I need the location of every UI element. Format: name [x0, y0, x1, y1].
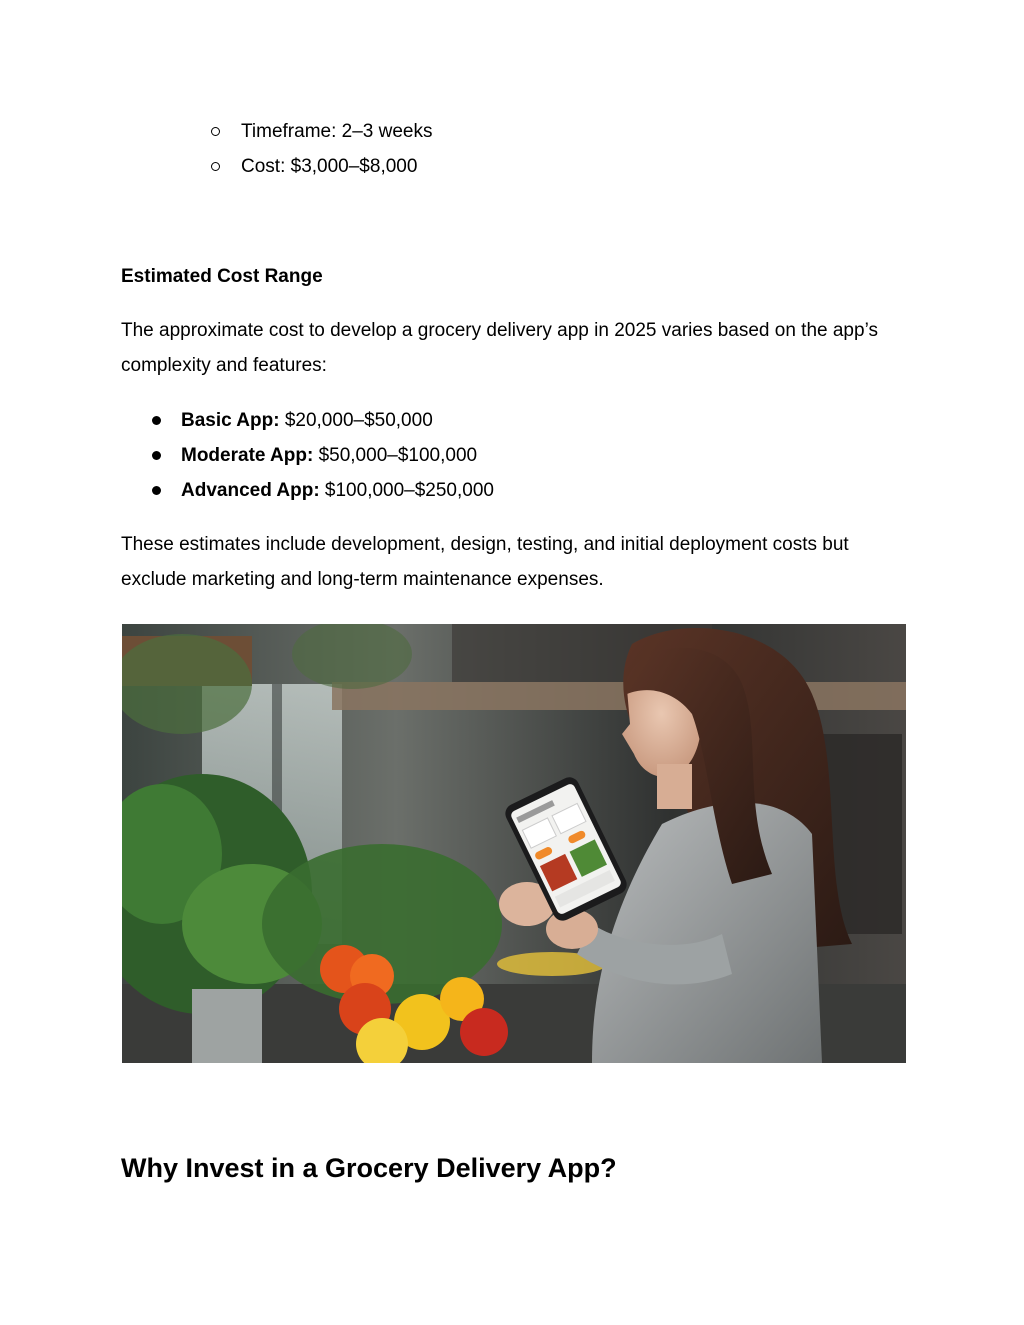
sub-bullet-text: Timeframe: 2–3 weeks: [241, 121, 433, 142]
sub-bullet-text: Cost: $3,000–$8,000: [241, 156, 418, 177]
cost-tier-value: $50,000–$100,000: [318, 445, 478, 466]
cost-tier-label: Advanced App:: [181, 480, 325, 501]
woman-using-grocery-app-photo: [122, 624, 906, 1063]
filled-circle-bullet-icon: [152, 486, 161, 495]
section-heading: Estimated Cost Range: [121, 266, 323, 287]
cost-tier-item: [150, 473, 494, 508]
cost-tier-label: Moderate App:: [181, 445, 319, 466]
cost-tier-value: $100,000–$250,000: [324, 480, 494, 501]
intro-paragraph: The approximate cost to develop a grocery delivery app in 2025 varies based on the app’s complexity and features:: [121, 320, 878, 376]
filled-circle-bullet-icon: [152, 451, 161, 460]
cost-tier-label: Basic App:: [181, 410, 285, 431]
sub-bullet-list: [208, 118, 432, 188]
cost-tier-value: $20,000–$50,000: [284, 410, 433, 431]
note-paragraph: These estimates include development, design, testing, and initial deployment costs but exclude marketing and long-term maintenance expenses.: [121, 534, 849, 590]
cost-tier-list: [150, 403, 494, 508]
section-heading-why-invest: Why Invest in a Grocery Delivery App?: [121, 1153, 617, 1183]
cost-tier-item: [150, 403, 494, 438]
filled-circle-bullet-icon: [152, 416, 161, 425]
sub-bullet-item: [208, 153, 432, 188]
hollow-circle-bullet-icon: [211, 162, 220, 171]
hollow-circle-bullet-icon: [211, 127, 220, 136]
sub-bullet-item: [208, 118, 432, 153]
cost-tier-item: [150, 438, 494, 473]
